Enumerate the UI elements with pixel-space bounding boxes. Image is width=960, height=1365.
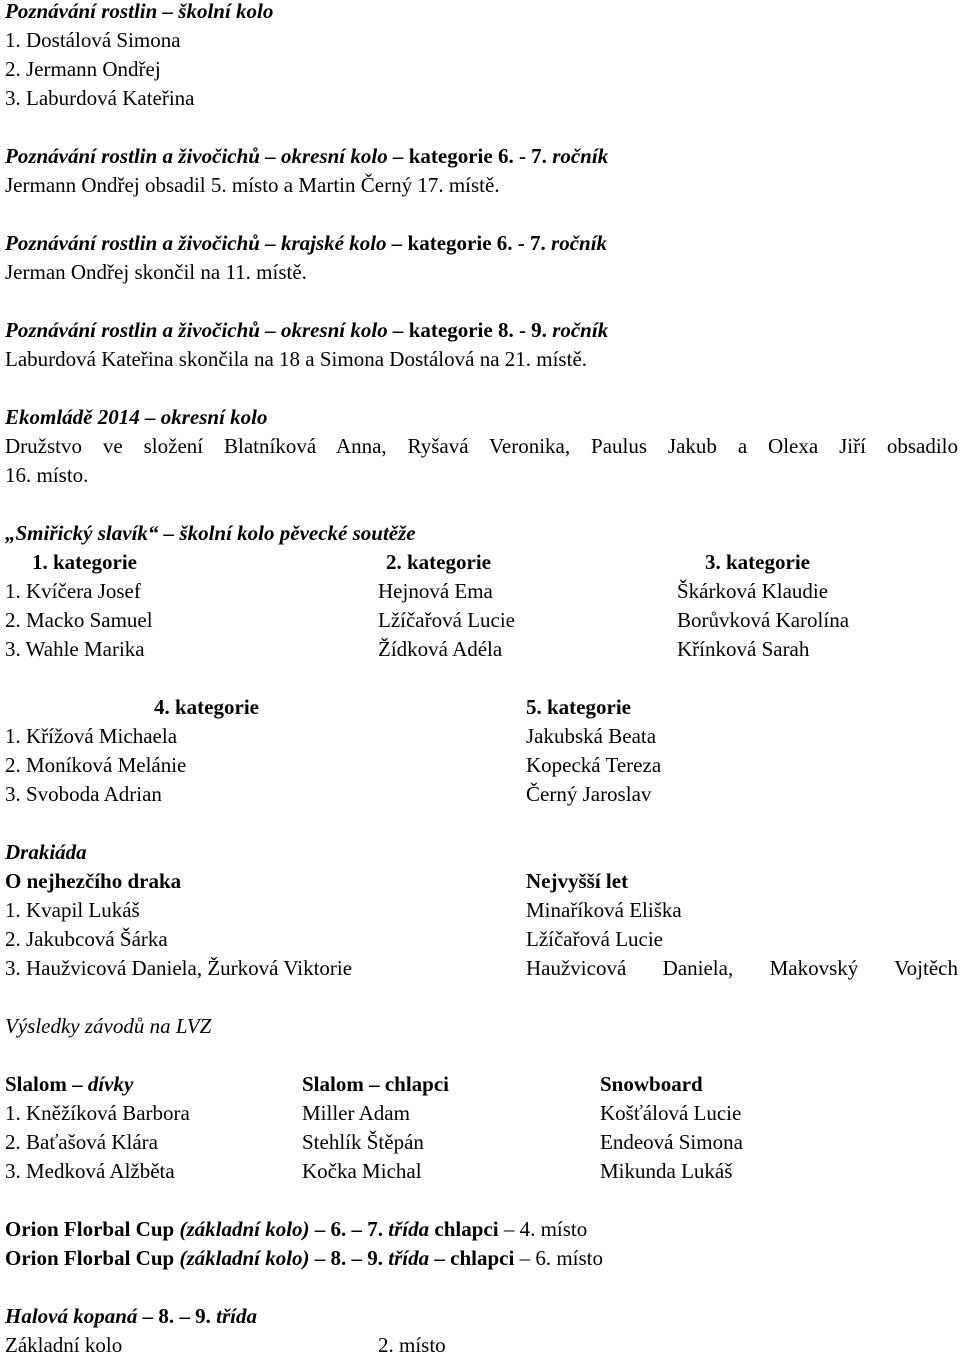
section-title-okresni-67	[5, 142, 958, 171]
cell: Borůvková Karolína	[677, 608, 850, 632]
result-text: Laburdová Kateřina skončila na 18 a Simona Dostálová na 21. místě.	[5, 347, 588, 371]
result-text: Jermann Ondřej obsadil 5. místo a Martin Černý 17. místě.	[5, 173, 500, 197]
cell: Endeová Simona	[600, 1130, 743, 1154]
text-part: – 8. – 9.	[137, 1304, 217, 1328]
cell: 3. Svoboda Adrian	[5, 782, 162, 806]
cell: 1. Křížová Michaela	[5, 724, 178, 748]
text-part: Orion Florbal Cup	[5, 1246, 180, 1270]
cell: Miller Adam	[302, 1101, 410, 1125]
text-part: – 6. místo	[514, 1246, 603, 1270]
table-row	[5, 577, 958, 606]
cell: 1. Kvíčera Josef	[5, 579, 141, 603]
text-part: třída	[388, 1217, 430, 1241]
category-header-row	[5, 693, 958, 722]
title-italic-part: Poznávání rostlin a živočichů – okresní kolo –	[5, 144, 404, 168]
list-item: 1. Dostálová Simona	[5, 28, 181, 52]
category-4: 4. kategorie	[154, 695, 259, 719]
text-part: Orion Florbal Cup	[5, 1217, 180, 1241]
cell: 1. Kněžíková Barbora	[5, 1101, 190, 1125]
column-head: Nejvyšší let	[526, 869, 629, 893]
cell: Černý Jaroslav	[526, 782, 652, 806]
cell: 3. Wahle Marika	[5, 637, 145, 661]
category-header-row	[5, 548, 958, 577]
table-row	[5, 896, 958, 925]
cell: Mikunda Lukáš	[600, 1159, 733, 1183]
cell: Lžíčařová Lucie	[378, 608, 515, 632]
table-row	[5, 1128, 958, 1157]
document	[5, 0, 958, 1360]
title-bi-part: ročník	[546, 144, 609, 168]
title-bi-part: ročník	[545, 231, 608, 255]
category-header-row	[5, 867, 958, 896]
cell: 2. místo	[378, 1333, 446, 1357]
result-text-line2: 16. místo.	[5, 463, 89, 487]
section-title-okresni-89	[5, 316, 958, 345]
text-part: – 8. – 9.	[309, 1246, 389, 1270]
text-part: Halová kopaná	[5, 1304, 138, 1328]
cell: 1. Kvapil Lukáš	[5, 898, 140, 922]
title-bold-part: kategorie 6. - 7.	[403, 144, 547, 168]
column-head: Slalom – chlapci	[302, 1072, 450, 1096]
florbal-result-line1	[5, 1215, 958, 1244]
head-bi-part: dívky	[87, 1072, 134, 1096]
cell: Kopecká Tereza	[526, 753, 662, 777]
text-part: – 4. místo	[498, 1217, 588, 1241]
result-text: Jerman Ondřej skončil na 11. místě.	[5, 260, 307, 284]
text-part: (základní kolo)	[179, 1217, 310, 1241]
text-part: – chlapci	[429, 1246, 515, 1270]
text-part: (základní kolo)	[179, 1246, 310, 1270]
table-row	[5, 1331, 958, 1360]
text-part: – 6. – 7.	[309, 1217, 389, 1241]
list-item: 2. Jermann Ondřej	[5, 57, 161, 81]
cell: Hejnová Ema	[378, 579, 493, 603]
section-title-skolni-kolo: Poznávání rostlin – školní kolo	[5, 0, 274, 23]
cell: Košťálová Lucie	[600, 1101, 742, 1125]
table-row	[5, 1099, 958, 1128]
table-row	[5, 954, 958, 983]
cell: 2. Macko Samuel	[5, 608, 153, 632]
category-5: 5. kategorie	[526, 695, 631, 719]
table-row	[5, 606, 958, 635]
cell: 3. Medková Alžběta	[5, 1159, 175, 1183]
text-part: třída	[388, 1246, 430, 1270]
cell: Křínková Sarah	[677, 637, 810, 661]
cell: 2. Moníková Melánie	[5, 753, 187, 777]
section-title-drakiada: Drakiáda	[5, 840, 87, 864]
category-1: 1. kategorie	[32, 550, 137, 574]
table-row	[5, 751, 958, 780]
section-title-slavik: „Smiřický slavík“ – školní kolo pěvecké soutěže	[5, 521, 416, 545]
text-part: chlapci	[429, 1217, 499, 1241]
list-item: 3. Laburdová Kateřina	[5, 86, 195, 110]
section-title-ekomlade: Ekomládě 2014 – okresní kolo	[5, 405, 268, 429]
head-bold-part: Slalom –	[5, 1072, 88, 1096]
cell: Lžíčařová Lucie	[526, 927, 663, 951]
florbal-result-line2	[5, 1244, 958, 1273]
table-row	[5, 722, 958, 751]
cell: Základní kolo	[5, 1333, 123, 1357]
text-part: třída	[216, 1304, 258, 1328]
table-row	[5, 925, 958, 954]
section-title-krajske-67	[5, 229, 958, 258]
cell: Žídková Adéla	[378, 637, 503, 661]
title-bold-part: kategorie 6. - 7.	[402, 231, 546, 255]
title-bold-part: kategorie 8. - 9.	[403, 318, 547, 342]
cell: Minaříková Eliška	[526, 898, 682, 922]
table-row	[5, 780, 958, 809]
result-text-line1: Družstvo ve složení Blatníková Anna, Ryšavá Veronika, Paulus Jakub a Olexa Jiří obsadilo	[5, 434, 958, 458]
table-row	[5, 635, 958, 664]
cell: Stehlík Štěpán	[302, 1130, 424, 1154]
cell: Škárková Klaudie	[677, 579, 829, 603]
column-head: O nejhezčího draka	[5, 869, 182, 893]
cell: Haužvicová Daniela, Makovský Vojtěch	[526, 956, 958, 980]
column-head: Snowboard	[600, 1072, 703, 1096]
category-2: 2. kategorie	[386, 550, 491, 574]
section-title-kopana	[5, 1302, 958, 1331]
category-header-row	[5, 1070, 958, 1099]
title-italic-part: Poznávání rostlin a živočichů – okresní kolo –	[5, 318, 404, 342]
cell: 2. Baťašová Klára	[5, 1130, 158, 1154]
title-bi-part: ročník	[546, 318, 609, 342]
cell: 3. Haužvicová Daniela, Žurková Viktorie	[5, 956, 353, 980]
section-title-lvz: Výsledky závodů na LVZ	[5, 1014, 212, 1038]
cell: Jakubská Beata	[526, 724, 657, 748]
cell: Kočka Michal	[302, 1159, 422, 1183]
title-italic-part: Poznávání rostlin a živočichů – krajské kolo –	[5, 231, 403, 255]
category-3: 3. kategorie	[705, 550, 810, 574]
table-row	[5, 1157, 958, 1186]
cell: 2. Jakubcová Šárka	[5, 927, 168, 951]
column-head	[5, 1070, 133, 1099]
